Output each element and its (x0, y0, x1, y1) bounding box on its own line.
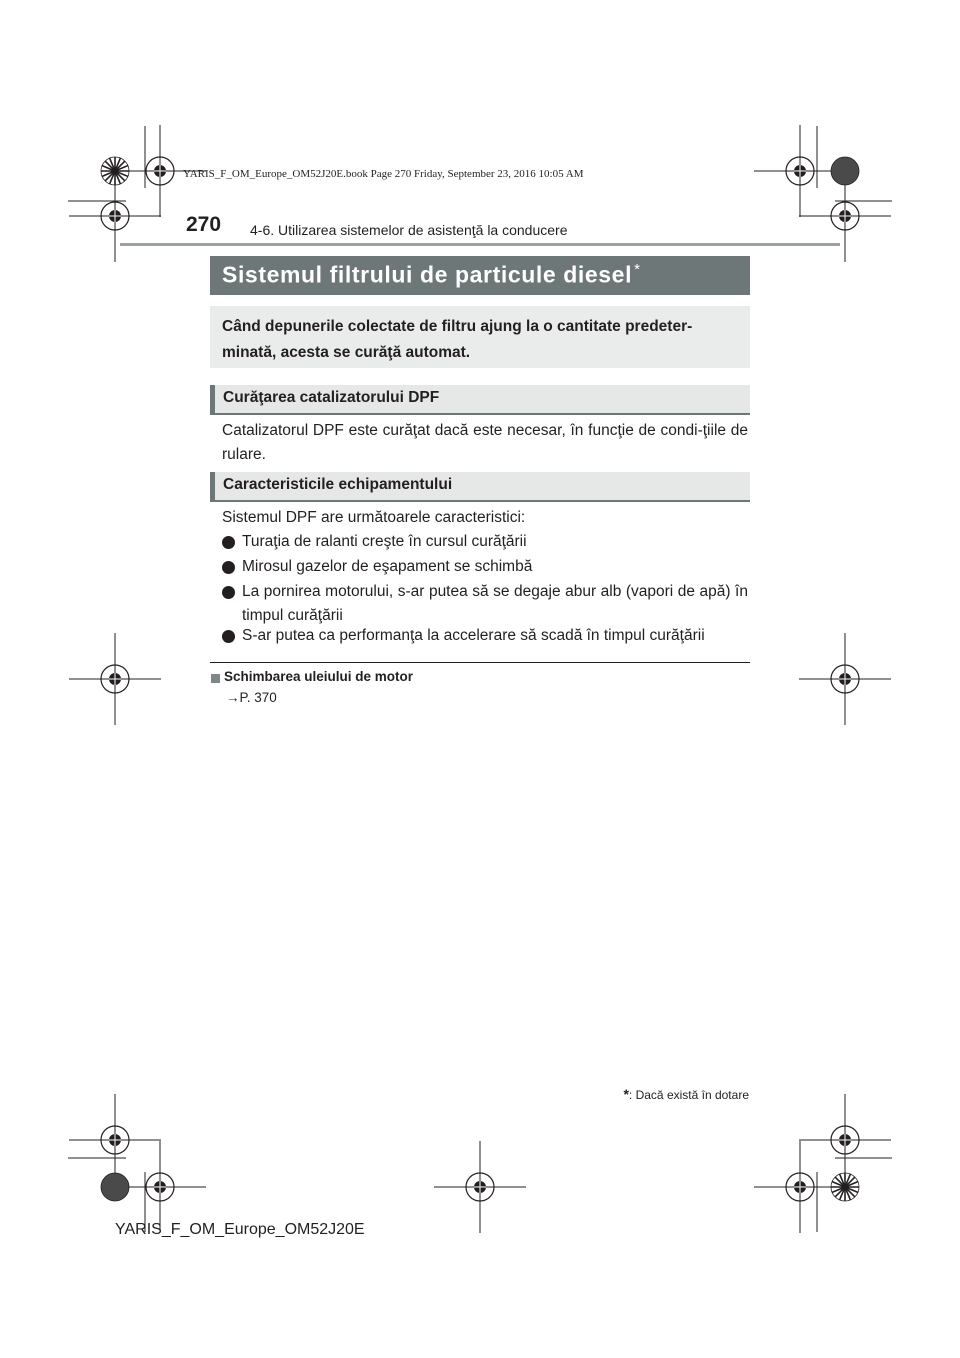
paragraph-features: Sistemul DPF are următoarele caracteristici: (222, 509, 526, 526)
bullet-icon (222, 630, 235, 643)
starburst-icon (831, 1173, 859, 1201)
starburst-icon (101, 157, 129, 185)
footnote (603, 1086, 749, 1102)
page-title-text: Sistemul filtrului de particule diesel (222, 261, 633, 288)
square-bullet-icon (211, 674, 220, 683)
crosshair-circle-icon (799, 633, 891, 725)
section-header: 4-6. Utilizarea sistemelor de asistenţă la conducere (250, 222, 568, 238)
title-asterisk: * (634, 261, 641, 278)
crosshair-circle-icon (69, 1094, 161, 1186)
note-title: Schimbarea uleiului de motor (224, 669, 414, 684)
paragraph-dpf-cleaning: Catalizatorul DPF este curăţat dacă este necesar, în funcţie de condi-ţiile de rulare. (222, 422, 748, 463)
subheading-text: Curăţarea catalizatorului DPF (223, 389, 440, 406)
header-rule (120, 243, 840, 246)
bullet-icon (222, 536, 235, 549)
book-info: YARIS_F_OM_Europe_OM52J20E.book Page 270 Friday, September 23, 2016 10:05 AM (183, 168, 584, 180)
list-item: S-ar putea ca performanţa la accelerare să scadă în timpul curăţării (242, 627, 705, 644)
dark-dot-icon (101, 1173, 129, 1201)
footnote-text: : Dacă există în dotare (628, 1088, 749, 1102)
section-divider (210, 662, 750, 663)
crosshair-circle-icon (799, 1094, 891, 1186)
bullet-icon (222, 561, 235, 574)
bullet-icon (222, 586, 235, 599)
subheading-dpf-cleaning (210, 385, 750, 415)
dark-dot-icon (831, 157, 859, 185)
title-bar (210, 256, 750, 295)
subheading-text: Caracteristicile echipamentului (223, 476, 453, 493)
page-reference-link[interactable]: →P. 370 (226, 690, 277, 705)
page-number: 270 (186, 213, 222, 236)
crosshair-circle-icon (69, 633, 161, 725)
footnote-asterisk: * (623, 1086, 629, 1102)
intro-box (210, 306, 750, 368)
subheading-features (210, 472, 750, 502)
intro-text: Când depunerile colectate de filtru ajung la o cantitate predeter-minată, acesta se curăţă automat. (222, 318, 693, 361)
list-item: La pornirea motorului, s-ar putea să se degaje abur alb (vapori de apă) în timpul curăţării (242, 583, 748, 624)
page-title (222, 261, 641, 289)
list-item: Turaţia de ralanti creşte în cursul curăţării (242, 533, 527, 550)
list-item: Mirosul gazelor de eşapament se schimbă (242, 558, 533, 575)
footer-code: YARIS_F_OM_Europe_OM52J20E (115, 1221, 365, 1238)
crosshair-circle-icon (434, 1141, 526, 1233)
